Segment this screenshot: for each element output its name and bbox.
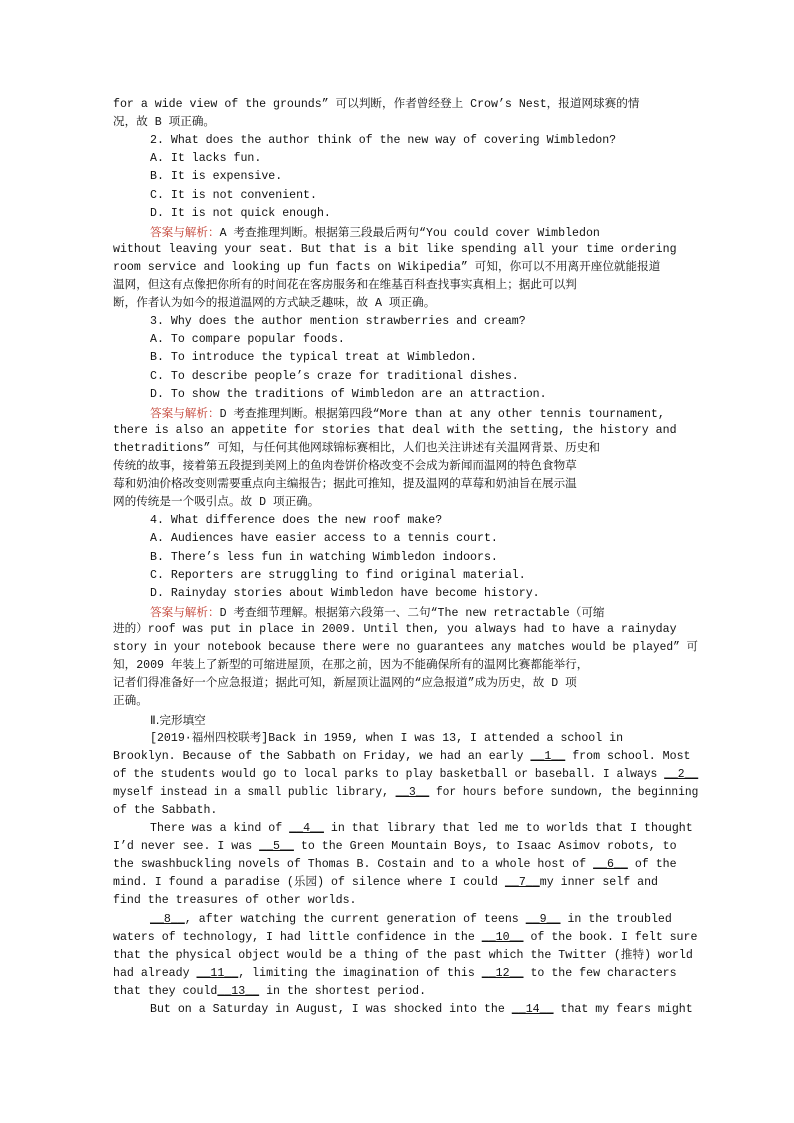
text-line [113,96,698,114]
text-line [113,657,698,675]
blank-number: __8__ [150,912,185,926]
blank-number: __1__ [530,749,566,763]
text-run: , after watching the current generation of teens [184,912,526,926]
text-line [113,929,698,947]
text-run: There was a kind of [150,822,290,835]
text-run: 2. What does the author think of the new way of covering Wimbledon? [150,134,617,148]
text-line [113,675,698,693]
section-heading: Ⅱ.完形填空 [150,713,206,728]
text-run: 网的传统是一个吸引点。故 D 项正确。 [113,496,320,510]
text-run: B. To introduce the typical treat at Wimbledon. [150,351,477,365]
text-line [150,187,698,205]
text-run: for a wide view of the grounds” 可以判断，作者曾经登上 Crow’s Nest，报道网球赛的情 [113,98,640,111]
text-run: thetraditions” 可知，与任何其他网球锦标赛相比，人们也关注讲述有关温网背景、历史和 [113,441,600,455]
text-line [113,748,698,766]
text-run: of the book. I felt sure [523,930,698,944]
text-line [150,711,698,731]
text-line [150,1001,698,1019]
answer-label: 答案与解析： [150,224,220,239]
blank-number: __2__ [664,767,699,781]
text-run: C. It is not convenient. [150,188,317,202]
text-line [113,784,699,802]
blank-number: __10__ [481,930,524,944]
text-run: of the students would go to local parks to play basketball or baseball. I always [113,767,665,781]
text-line [150,386,698,404]
text-line [150,404,698,424]
text-run: D. It is not quick enough. [150,206,331,220]
text-run: C. To describe people’s craze for traditional dishes. [150,369,519,383]
text-run: 温网，但这有点像把你所有的时间花在客房服务和在维基百科查找事实真相上；据此可以判 [113,279,577,292]
text-run: A. It lacks fun. [150,152,262,166]
text-run: 4. What difference does the new roof make? [150,514,443,528]
text-run: I’d never see. I was [113,840,260,854]
text-line [150,150,698,168]
text-run: D. To show the traditions of Wimbledon are an attraction. [150,387,547,401]
text-line [150,512,698,530]
text-line [113,892,698,910]
text-run: for hours before sundown, the beginning [429,785,699,799]
blank-number: __3__ [395,785,430,799]
blank-number: __14__ [511,1003,554,1016]
text-line [113,494,698,512]
text-line [150,223,698,243]
text-run: D. Rainyday stories about Wimbledon have become history. [150,586,540,600]
text-run: 况，故 B 项正确。 [113,116,216,130]
text-run: mind. I found a paradise (乐园) of silence where I could [113,876,505,890]
text-run: 传统的故事，接着第五段提到美网上的鱼肉卷饼价格改变不会成为新闻而温网的特色食物草 [113,460,577,473]
text-run: the swashbuckling novels of Thomas B. Costain and to a whole host of [113,858,594,872]
text-line [113,856,698,874]
text-run: 莓和奶油价格改变则需要重点向主编报告；据此可推知，提及温网的草莓和奶油旨在展示温 [113,478,577,492]
text-run: find the treasures of other worlds. [113,894,357,908]
text-line [113,965,698,983]
text-line [113,277,698,295]
text-run: , limiting the imagination of this [238,966,482,980]
text-run: [2019·福州四校联考]Back in 1959, when I was 13, I attended a school in [150,731,624,745]
text-line [113,259,698,277]
text-run: Brooklyn. Because of the Sabbath on Friday, we had an early [113,749,531,763]
text-line [150,820,698,838]
text-run: in the troubled [560,912,672,926]
text-run: without leaving your seat. But that is a bit like spending all your time ordering [113,242,677,256]
text-line [113,983,698,1001]
text-line [150,911,698,929]
text-line [150,603,698,623]
blank-number: __12__ [481,966,524,980]
text-run: A. To compare popular foods. [150,333,345,347]
text-run: story in your notebook because there were no guarantees any matches would be played” 可 [113,641,698,654]
text-line [150,331,698,349]
text-run: C. Reporters are struggling to find original material. [150,568,526,582]
blank-number: __4__ [289,822,324,835]
blank-number: __13__ [217,984,260,998]
text-line [150,132,698,150]
text-line [113,114,698,132]
blank-number: __6__ [593,858,628,872]
text-run: But on a Saturday in August, I was shocked into the [150,1003,512,1016]
text-run: 知，2009 年装上了新型的可缩进屋顶，在那之前，因为不能确保所有的温网比赛都能举行， [113,659,589,673]
text-line [113,241,698,259]
text-line [113,621,698,639]
text-run: waters of technology, I had little confidence in the [113,930,482,944]
text-run: 断，作者认为如今的报道温网的方式缺乏趣味，故 A 项正确。 [113,297,436,311]
text-run: D 考查细节理解。根据第六段第一、二句“The new retractable（可缩 [219,606,605,620]
text-run: had already [113,966,197,980]
text-run: A 考查推理判断。根据第三段最后两句“You could cover Wimbledon [219,226,600,240]
text-run: B. There’s less fun in watching Wimbledon indoors. [150,550,498,564]
text-run: room service and looking up fun facts on Wikipedia” 可知，你可以不用离开座位就能报道 [113,260,661,274]
text-line [113,838,698,856]
text-line [150,585,698,603]
text-run: in that library that led me to worlds that I thought [323,822,693,835]
text-line [113,766,699,784]
text-run: myself instead in a small public library, [113,785,396,799]
blank-number: __5__ [259,840,294,854]
text-line [150,368,698,386]
text-line [113,440,698,458]
text-run: 正确。 [113,695,148,709]
answer-label: 答案与解析： [150,405,220,420]
text-run: that my fears might [553,1003,693,1016]
text-run: that they could [113,984,218,998]
text-run: to the Green Mountain Boys, to Isaac Asimov robots, to [293,840,677,854]
text-run: D 考查推理判断。根据第四段“More than at any other tennis tournament, [219,407,665,421]
text-line [113,874,698,892]
text-line [150,205,698,223]
text-run: there is also an appetite for stories that deal with the setting, the history and [113,423,677,437]
text-run: B. It is expensive. [150,170,283,184]
text-line [113,476,698,494]
text-line [150,549,698,567]
text-line [150,349,698,367]
text-run: A. Audiences have easier access to a tennis court. [150,532,498,546]
text-run: my inner self and [539,876,659,890]
blank-number: __11__ [196,966,239,980]
text-line [113,947,698,965]
text-run: 进的）roof was put in place in 2009. Until then, you always had to have a rainyday [113,622,677,636]
answer-label: 答案与解析： [150,604,220,619]
text-line [113,422,698,440]
text-line [113,693,698,711]
text-run: to the few characters [523,966,677,980]
text-line [150,530,698,548]
text-run: in the shortest period. [259,984,427,998]
text-line [150,730,698,748]
blank-number: __7__ [504,876,540,890]
text-line [113,639,698,657]
text-run: 记者们得准备好一个应急报道；据此可知，新屋顶让温网的“应急报道”成为历史，故 D 项 [113,677,577,691]
text-line [113,295,698,313]
text-line [150,313,698,331]
text-run: of the [627,858,677,872]
text-run: 3. Why does the author mention strawberries and cream? [150,315,526,329]
text-run: that the physical object would be a thing of the past which the Twitter (推特) world [113,948,693,962]
text-run: of the Sabbath. [113,803,218,817]
text-line [150,567,698,585]
text-line [150,168,698,186]
blank-number: __9__ [525,912,561,926]
text-line [113,458,698,476]
text-line [113,802,698,820]
text-run: from school. Most [565,749,691,763]
